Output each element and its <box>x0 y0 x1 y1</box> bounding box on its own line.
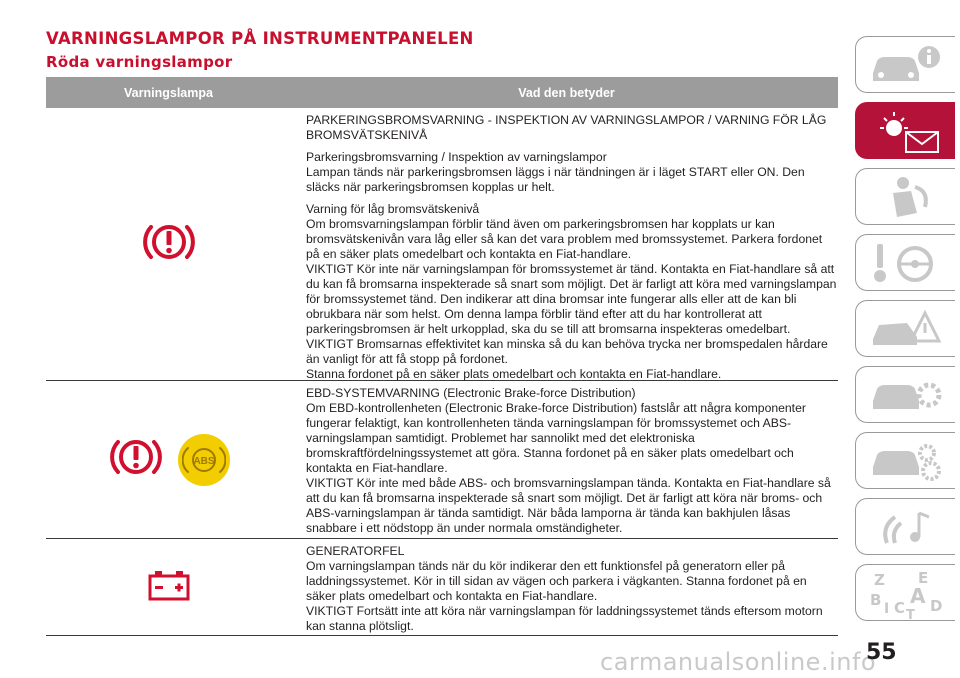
index-letter: A <box>909 583 925 608</box>
tab-maintenance[interactable] <box>855 366 955 423</box>
tab-index[interactable] <box>855 564 955 621</box>
index-letter: B <box>869 590 881 609</box>
watermark: carmanualsonline.info <box>600 648 877 676</box>
row-title: PARKERINGSBROMSVARNING - INSPEKTION AV VARNINGSLAMPOR / VARNING FÖR LÅG BROMSVÄTSKENIVÅ <box>306 113 827 142</box>
row-paragraph: GENERATORFEL Om varningslampan tänds när du kör indikerar den ett funktionsfel på generatorn eller på laddningssystemet. Kör in till sidan av vägen och parkera i vägkanten. Stanna fordonet på en säker plats omedelbart och kontakta en Fiat-handlare. VIKTIGT Fortsätt inte att köra när varningslampan för laddningssystemet tänds eftersom motorn kan stanna plötsligt. <box>306 544 823 633</box>
column-header-lamp: Varningslampa <box>124 85 213 100</box>
specs-icon <box>867 437 945 485</box>
table-row <box>46 381 838 539</box>
index-letter: C <box>893 598 905 617</box>
warning-lights-icon <box>866 106 946 156</box>
table-header <box>46 77 838 108</box>
index-letter: T <box>905 607 915 619</box>
row-description <box>306 108 838 388</box>
breakdown-icon <box>867 305 945 353</box>
car-info-icon <box>867 43 945 87</box>
tab-safety[interactable] <box>855 168 955 225</box>
tab-emergency[interactable] <box>855 300 955 357</box>
tab-warning-lights[interactable] <box>855 102 955 159</box>
index-letter: D <box>929 596 942 615</box>
tab-car-info[interactable] <box>855 36 955 93</box>
abs-warning-icon <box>178 434 230 486</box>
abs-label: ABS <box>192 455 215 467</box>
table-row <box>46 539 838 636</box>
row-icons <box>46 381 291 538</box>
row-paragraph: EBD-SYSTEMVARNING (Electronic Brake-force Distribution) Om EBD-kontrollenheten (Electronic Brake-force Distribution) fastslår att några komponenter fungerar felaktigt, kan kontrollenheten tända varningslampan för bromssystemet och ABS-varningslampan samtidigt. Problemet har sannolikt med det elektroniska bromskraftfördelningssystemet att göra. Stanna fordonet på en säker plats omedelbart och kontakta en Fiat-handlare. VIKTIGT Kör inte med både ABS- och bromsvarningslampan tända. Kontakta en Fiat-handlare så att du kan få bromsarna inspekterade så snart som möjligt. Det är farligt att köra när broms- och ABS-varningslampan är tända samtidigt. När båda lamporna är tända kan bakhjulen låsas snabbare i ett nödstopp än under normala omständigheter. <box>306 386 831 535</box>
row-description <box>306 539 838 640</box>
row-icons <box>46 108 291 380</box>
page-heading: VARNINGSLAMPOR PÅ INSTRUMENTPANELEN <box>46 29 474 48</box>
index-letter: I <box>883 600 889 617</box>
row-description <box>306 381 838 542</box>
battery-warning-icon <box>146 568 192 607</box>
multimedia-icon <box>871 503 941 551</box>
row-paragraph: Parkeringsbromsvarning / Inspektion av varningslampor Lampan tänds när parkeringsbromsen läggs i när tändningen är i läget START eller ON. Den släcks när parkeringsbromsen kopplas ur helt. <box>306 150 805 194</box>
brake-warning-icon <box>108 434 164 485</box>
tab-multimedia[interactable] <box>855 498 955 555</box>
table-row <box>46 108 838 381</box>
service-icon <box>867 371 945 419</box>
page-number: 55 <box>866 640 897 665</box>
airbag-seat-icon <box>871 173 941 221</box>
key-steering-icon <box>867 238 945 288</box>
page-subheading: Röda varningslampor <box>46 53 233 71</box>
warning-lights-table <box>46 77 838 636</box>
row-paragraph: Varning för låg bromsvätskenivå Om bromsvarningslampan förblir tänd även om parkeringsbromsen har kopplats ur kan bromsvätskenivån vara låg eller så kan det vara problem med bromssystemet. Parkera fordonet på en säker plats omedelbart och kontakta en Fiat-handlare. VIKTIGT Kör inte när varningslampan för bromssystemet är tänd. Kontakta en Fiat-handlare så att du kan få bromsarna inspekterade så snart som möjligt. Det är farligt att köra med varningslampan för bromssystemet tänd. Den indikerar att dina bromsar inte fungerar alls eller att de kan bli obrukbara när som helst. Om denna lampa förblir tänd efter att du har kontrollerat att parkeringsbromsen är helt urkopplad, ska du se till att bromsarna inspekteras omedelbart. VIKTIGT Bromsarnas effektivitet kan minska så du kan behöva trycka ner bromspedalen hårdare än vanligt för att få stopp på fordonet. Stanna fordonet på en säker plats omedelbart och kontakta en Fiat-handlare. <box>306 202 837 381</box>
index-letter: Z <box>873 570 885 589</box>
tab-technical-data[interactable] <box>855 432 955 489</box>
index-icon <box>866 567 946 619</box>
brake-warning-icon <box>141 219 197 270</box>
row-icons <box>46 539 291 635</box>
tab-starting-driving[interactable] <box>855 234 955 291</box>
index-letter: E <box>917 568 928 587</box>
column-header-meaning: Vad den betyder <box>518 85 615 100</box>
